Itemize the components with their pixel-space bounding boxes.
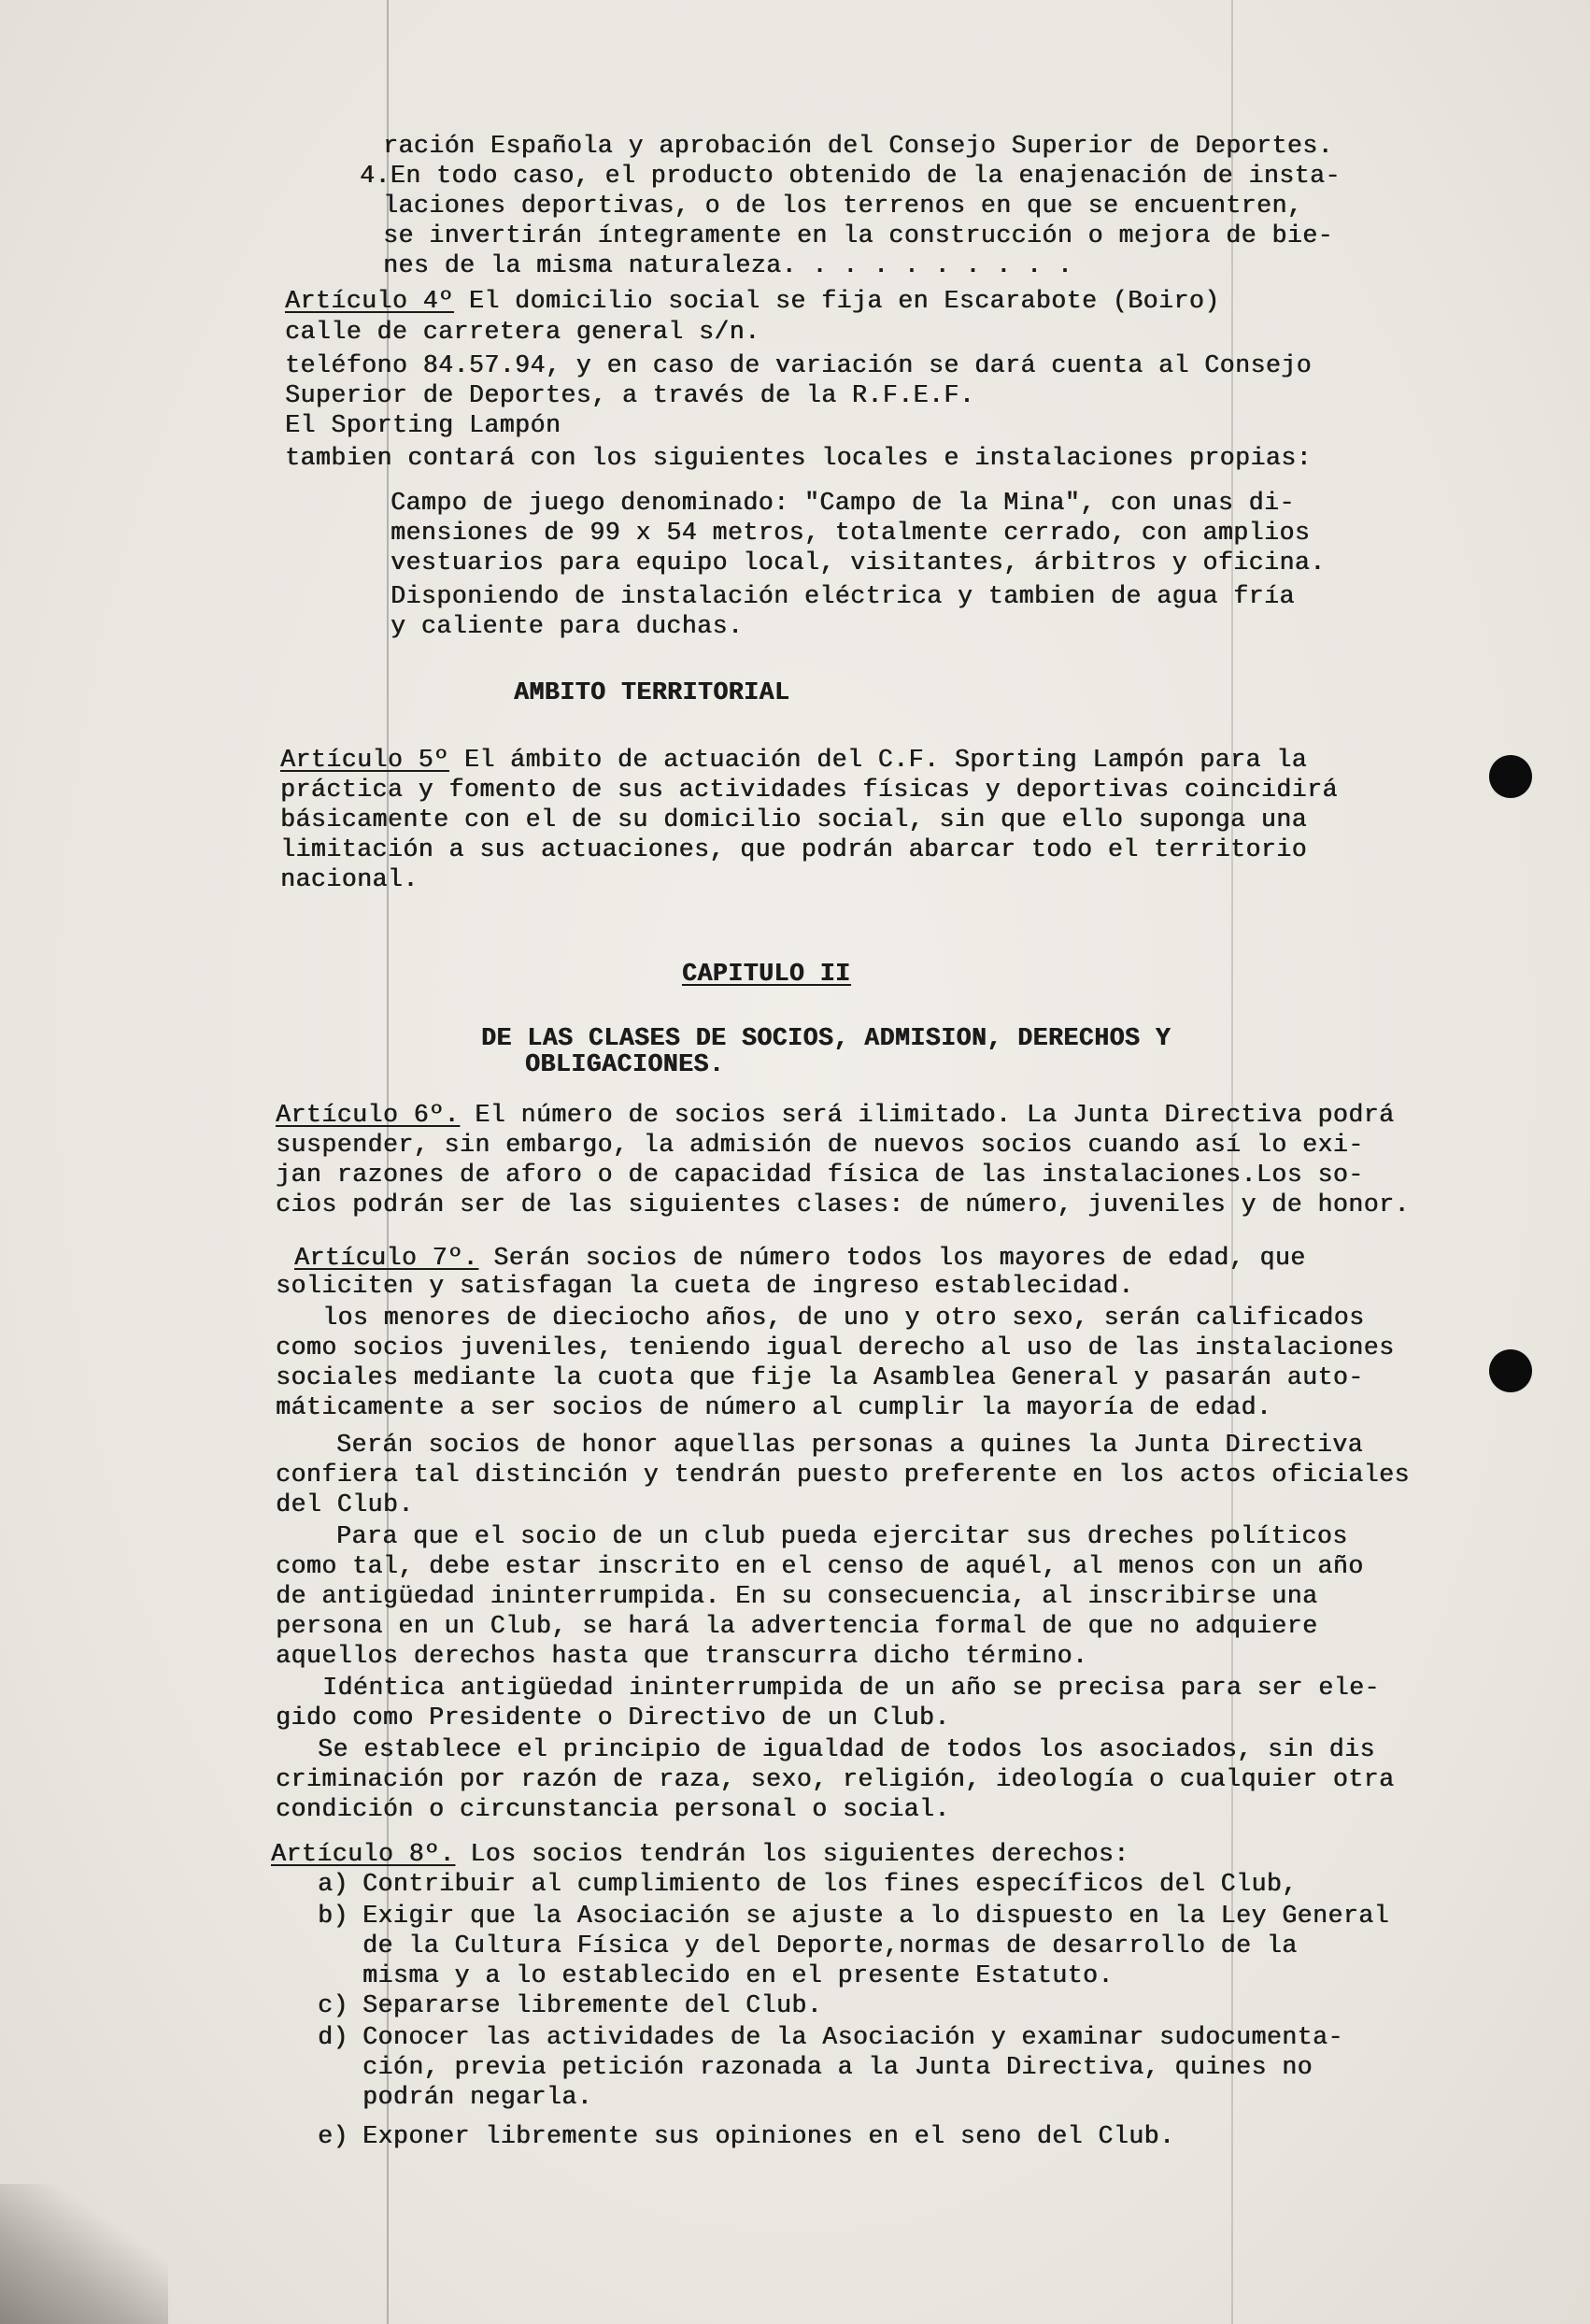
chapter-subtitle-1: DE LAS CLASES DE SOCIOS, ADMISION, DERECHOS Y bbox=[481, 1024, 1171, 1052]
art8-item-d-line-1: Conocer las actividades de la Asociación y examinar sudocumenta- bbox=[362, 2023, 1343, 2051]
art4-line-10: Disponiendo de instalación eléctrica y tambien de agua fría bbox=[390, 582, 1295, 610]
chapter-title: CAPITULO II bbox=[682, 960, 851, 988]
art7-line-18: criminación por razón de raza, sexo, religión, ideología o cualquier otra bbox=[276, 1765, 1395, 1793]
art8-item-c-letter: c) bbox=[318, 1991, 348, 2019]
art3-line-1: ración Española y aprobación del Consejo Superior de Deportes. bbox=[383, 132, 1333, 160]
art8-item-e-letter: e) bbox=[318, 2122, 348, 2150]
art5-label: Artículo 5º bbox=[280, 746, 449, 774]
art4-line-9: vestuarios para equipo local, visitantes, árbitros y oficina. bbox=[390, 549, 1326, 577]
art8-item-a-line-1: Contribuir al cumplimiento de los fines específicos del Club, bbox=[362, 1870, 1298, 1898]
art3-line-4: se invertirán íntegramente en la construcción o mejora de bie- bbox=[383, 221, 1333, 250]
art6-line-3: jan razones de aforo o de capacidad física de las instalaciones.Los so- bbox=[276, 1161, 1364, 1189]
art4-line-2: calle de carretera general s/n. bbox=[285, 318, 760, 346]
art7-line-3: los menores de dieciocho años, de uno y otro sexo, serán calificados bbox=[322, 1304, 1365, 1332]
art8-item-c-line-1: Separarse libremente del Club. bbox=[362, 1991, 823, 2019]
art7-line-13: persona en un Club, se hará la advertencia formal de que no adquiere bbox=[276, 1612, 1318, 1640]
art8-item-d-letter: d) bbox=[318, 2023, 348, 2051]
art8-label: Artículo 8º. bbox=[271, 1840, 455, 1868]
art7-line-2: soliciten y satisfagan la cueta de ingreso establecidad. bbox=[276, 1272, 1134, 1300]
art7-line-19: condición o circunstancia personal o social. bbox=[276, 1795, 950, 1823]
art8-item-a-letter: a) bbox=[318, 1870, 348, 1898]
art5-first-line: Artículo 5º El ámbito de actuación del C.F. Sporting Lampón para la bbox=[280, 746, 1307, 774]
punch-hole-top bbox=[1489, 755, 1532, 798]
art7-line-14: aquellos derechos hasta que transcurra dicho término. bbox=[276, 1642, 1088, 1670]
chapter-subtitle-2: OBLIGACIONES. bbox=[525, 1050, 725, 1078]
art7-line-8: confiera tal distinción y tendrán puesto preferente en los actos oficiales bbox=[276, 1461, 1410, 1489]
art4-line-7: Campo de juego denominado: "Campo de la Mina", con unas di- bbox=[390, 489, 1295, 517]
art7-first-line: Artículo 7º. Serán socios de número todos los mayores de edad, que bbox=[294, 1244, 1306, 1272]
art5-line-4: limitación a sus actuaciones, que podrán abarcar todo el territorio bbox=[280, 835, 1307, 863]
art8-item-b-line-1: Exigir que la Asociación se ajuste a lo dispuesto en la Ley General bbox=[362, 1902, 1389, 1930]
art7-line-6: máticamente a ser socios de número al cumplir la mayoría de edad. bbox=[276, 1393, 1272, 1421]
art4-line-5: El Sporting Lampón bbox=[285, 411, 561, 439]
torn-corner bbox=[0, 2184, 168, 2324]
art4-line-3: teléfono 84.57.94, y en caso de variación se dará cuenta al Consejo bbox=[285, 351, 1312, 379]
art3-line-5: nes de la misma naturaleza. . . . . . . . . . bbox=[383, 251, 1073, 279]
art8-item-e-line-1: Exponer libremente sus opiniones en el seno del Club. bbox=[362, 2122, 1175, 2150]
art4-line-8: mensiones de 99 x 54 metros, totalmente cerrado, con amplios bbox=[390, 519, 1311, 547]
art8-item-d-line-3: podrán negarla. bbox=[362, 2083, 593, 2111]
art7-line-7: Serán socios de honor aquellas personas a quines la Junta Directiva bbox=[336, 1431, 1363, 1459]
art7-line-5: sociales mediante la cuota que fije la Asamblea General y pasarán auto- bbox=[276, 1363, 1364, 1391]
art4-label: Artículo 4º bbox=[285, 287, 454, 315]
art7-line-11: como tal, debe estar inscrito en el censo de aquél, al menos con un año bbox=[276, 1552, 1364, 1580]
art7-line-15: Idéntica antigüedad ininterrumpida de un año se precisa para ser ele- bbox=[322, 1674, 1380, 1702]
art6-line-2: suspender, sin embargo, la admisión de nuevos socios cuando así lo exi- bbox=[276, 1131, 1364, 1159]
art5-line-3: básicamente con el de su domicilio social, sin que ello suponga una bbox=[280, 806, 1307, 834]
art6-line-4: cios podrán ser de las siguientes clases: de número, juveniles y de honor. bbox=[276, 1191, 1410, 1219]
art4-line-4: Superior de Deportes, a través de la R.F.E.F. bbox=[285, 381, 975, 409]
ambito-heading: AMBITO TERRITORIAL bbox=[514, 678, 790, 706]
art7-label: Artículo 7º. bbox=[294, 1244, 478, 1272]
art8-item-d-line-2: ción, previa petición razonada a la Junta Directiva, quines no bbox=[362, 2053, 1313, 2081]
art8-item-b-letter: b) bbox=[318, 1902, 348, 1930]
art3-line-3: laciones deportivas, o de los terrenos en que se encuentren, bbox=[383, 192, 1303, 220]
art7-line-17: Se establece el principio de igualdad de todos los asociados, sin dis bbox=[318, 1735, 1375, 1763]
art6-first-line: Artículo 6º. El número de socios será ilimitado. La Junta Directiva podrá bbox=[276, 1101, 1395, 1129]
art8-first-line: Artículo 8º. Los socios tendrán los siguientes derechos: bbox=[271, 1840, 1129, 1868]
art7-line-9: del Club. bbox=[276, 1490, 414, 1518]
art5-line-2: práctica y fomento de sus actividades físicas y deportivas coincidirá bbox=[280, 776, 1338, 804]
art4-line-11: y caliente para duchas. bbox=[390, 612, 744, 640]
art4-line-6: tambien contará con los siguientes locales e instalaciones propias: bbox=[285, 444, 1312, 472]
art5-line-5: nacional. bbox=[280, 865, 419, 893]
art8-item-b-line-2: de la Cultura Física y del Deporte,normas de desarrollo de la bbox=[362, 1932, 1298, 1960]
art4-first-line: Artículo 4º El domicilio social se fija en Escarabote (Boiro) bbox=[285, 287, 1220, 315]
punch-hole-bottom bbox=[1489, 1349, 1532, 1392]
art3-line-2: 4.En todo caso, el producto obtenido de la enajenación de insta- bbox=[360, 162, 1341, 190]
art7-line-10: Para que el socio de un club pueda ejercitar sus dreches políticos bbox=[336, 1522, 1348, 1550]
art6-label: Artículo 6º. bbox=[276, 1101, 460, 1129]
art7-line-16: gido como Presidente o Directivo de un Club. bbox=[276, 1704, 950, 1732]
art7-line-12: de antigüedad ininterrumpida. En su consecuencia, al inscribirse una bbox=[276, 1582, 1318, 1610]
art7-line-4: como socios juveniles, teniendo igual derecho al uso de las instalaciones bbox=[276, 1333, 1395, 1362]
art8-item-b-line-3: misma y a lo establecido en el presente Estatuto. bbox=[362, 1961, 1114, 1989]
